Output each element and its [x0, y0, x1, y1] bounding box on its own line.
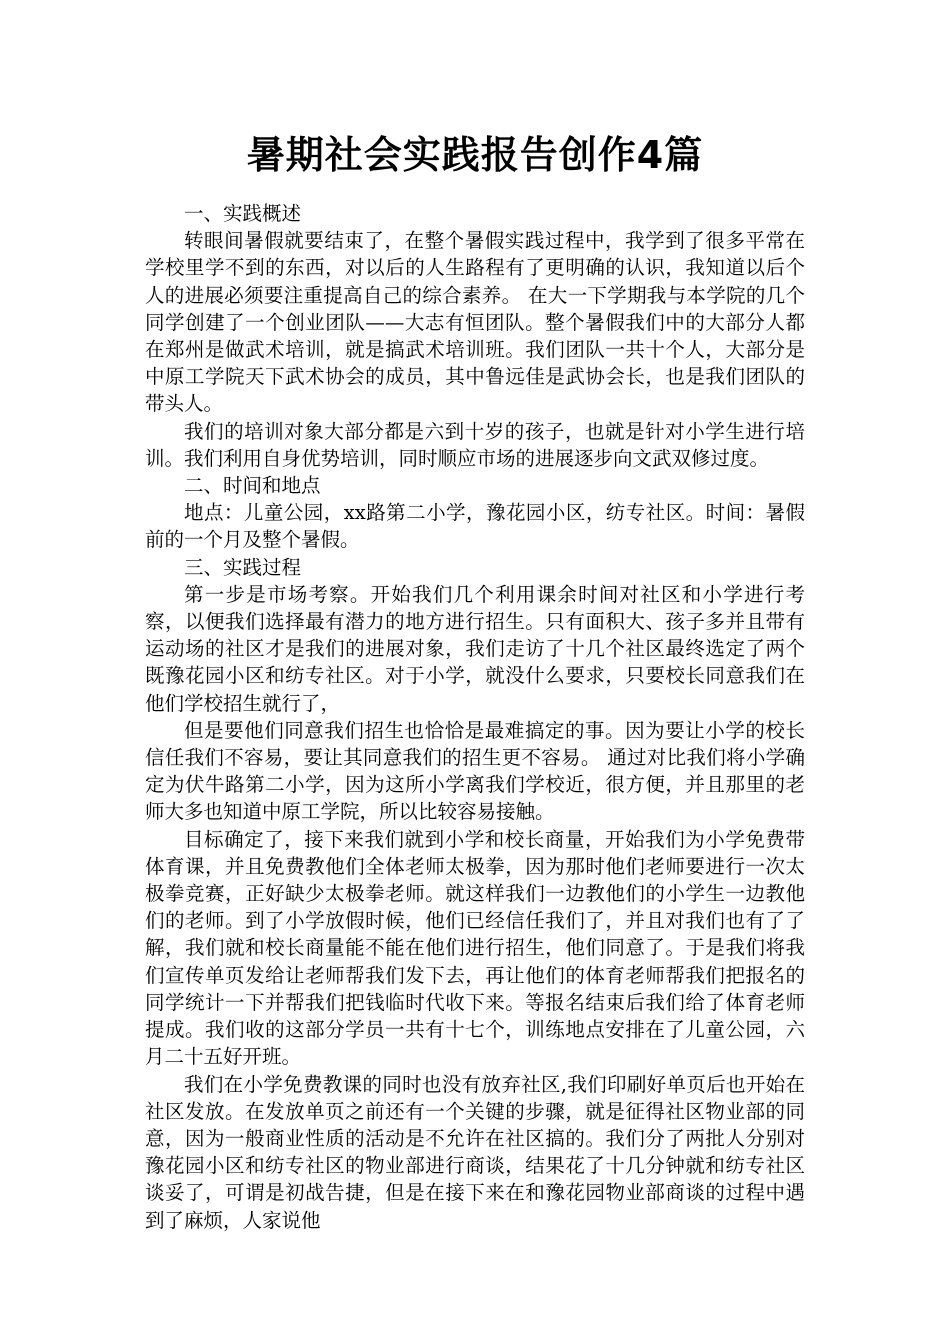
paragraph: 转眼间暑假就要结束了，在整个暑假实践过程中，我学到了很多平常在学校里学不到的东西，对以后的人生路程有了更明确的认识，我知道以后个人的进展必须要注重提高自己的综合素养。 在大一下学期我与本学院的几个同学创建了一个创业团队——大志有恒团队。整个暑假我们中的大部分人都在郑州是做武术培训，就是搞武术培训班。我们团队一共十个人，大部分是中原工学院天下武术协会的成员，其中鲁远佳是武协会长，也是我们团队的带头人。 — [145, 229, 805, 416]
document-body — [145, 200, 805, 1234]
section-heading-time-place: 二、时间和地点 — [184, 474, 321, 498]
paragraph: 地点：儿童公园，xx路第二小学，豫花园小区，纺专社区。时间：暑假前的一个月及整个暑假。 — [145, 501, 805, 552]
section-heading-process: 三、实践过程 — [184, 555, 302, 579]
paragraph: 目标确定了，接下来我们就到小学和校长商量，开始我们为小学免费带体育课，并且免费教他们全体老师太极拳，因为那时他们老师要进行一次太极拳竞赛，正好缺少太极拳老师。就这样我们一边教他们的小学生一边教他们的老师。到了小学放假时候，他们已经信任我们了，并且对我们也有了了解，我们就和校长商量能不能在他们进行招生，他们同意了。于是我们将我们宣传单页发给让老师帮我们发下去，再让他们的体育老师帮我们把报名的同学统计一下并帮我们把钱临时代收下来。等报名结束后我们给了体育老师提成。我们收的这部分学员一共有十七个，训练地点安排在了儿童公园，六月二十五好开班。 — [145, 827, 805, 1069]
paragraph: 但是要他们同意我们招生也恰恰是最难搞定的事。因为要让小学的校长信任我们不容易，要让其同意我们的招生更不容易。 通过对比我们将小学确定为伏牛路第二小学，因为这所小学离我们学校近，很方便，并且那里的老师大多也知道中原工学院，所以比较容易接触。 — [145, 718, 805, 824]
paragraph: 第一步是市场考察。开始我们几个利用课余时间对社区和小学进行考察，以便我们选择最有潜力的地方进行招生。只有面积大、孩子多并且带有运动场的社区才是我们的进展对象，我们走访了十几个社区最终选定了两个既豫花园小区和纺专社区。对于小学，就没什么要求，只要校长同意我们在他们学校招生就行了， — [145, 582, 805, 715]
paragraph: 我们在小学免费教课的同时也没有放弃社区,我们印刷好单页后也开始在社区发放。在发放单页之前还有一个关键的步骤，就是征得社区物业部的同意，因为一般商业性质的活动是不允许在社区搞的。我们分了两批人分别对豫花园小区和纺专社区的物业部进行商谈，结果花了十几分钟就和纺专社区谈妥了，可谓是初战告捷，但是在接下来在和豫花园物业部商谈的过程中遇到了麻烦，人家说他 — [145, 1072, 805, 1232]
paragraph: 我们的培训对象大部分都是六到十岁的孩子，也就是针对小学生进行培训。我们利用自身优势培训，同时顺应市场的进展逐步向文武双修过度。 — [145, 419, 805, 470]
document-title: 暑期社会实践报告创作4篇 — [246, 133, 704, 177]
section-heading-overview: 一、实践概述 — [184, 202, 302, 225]
